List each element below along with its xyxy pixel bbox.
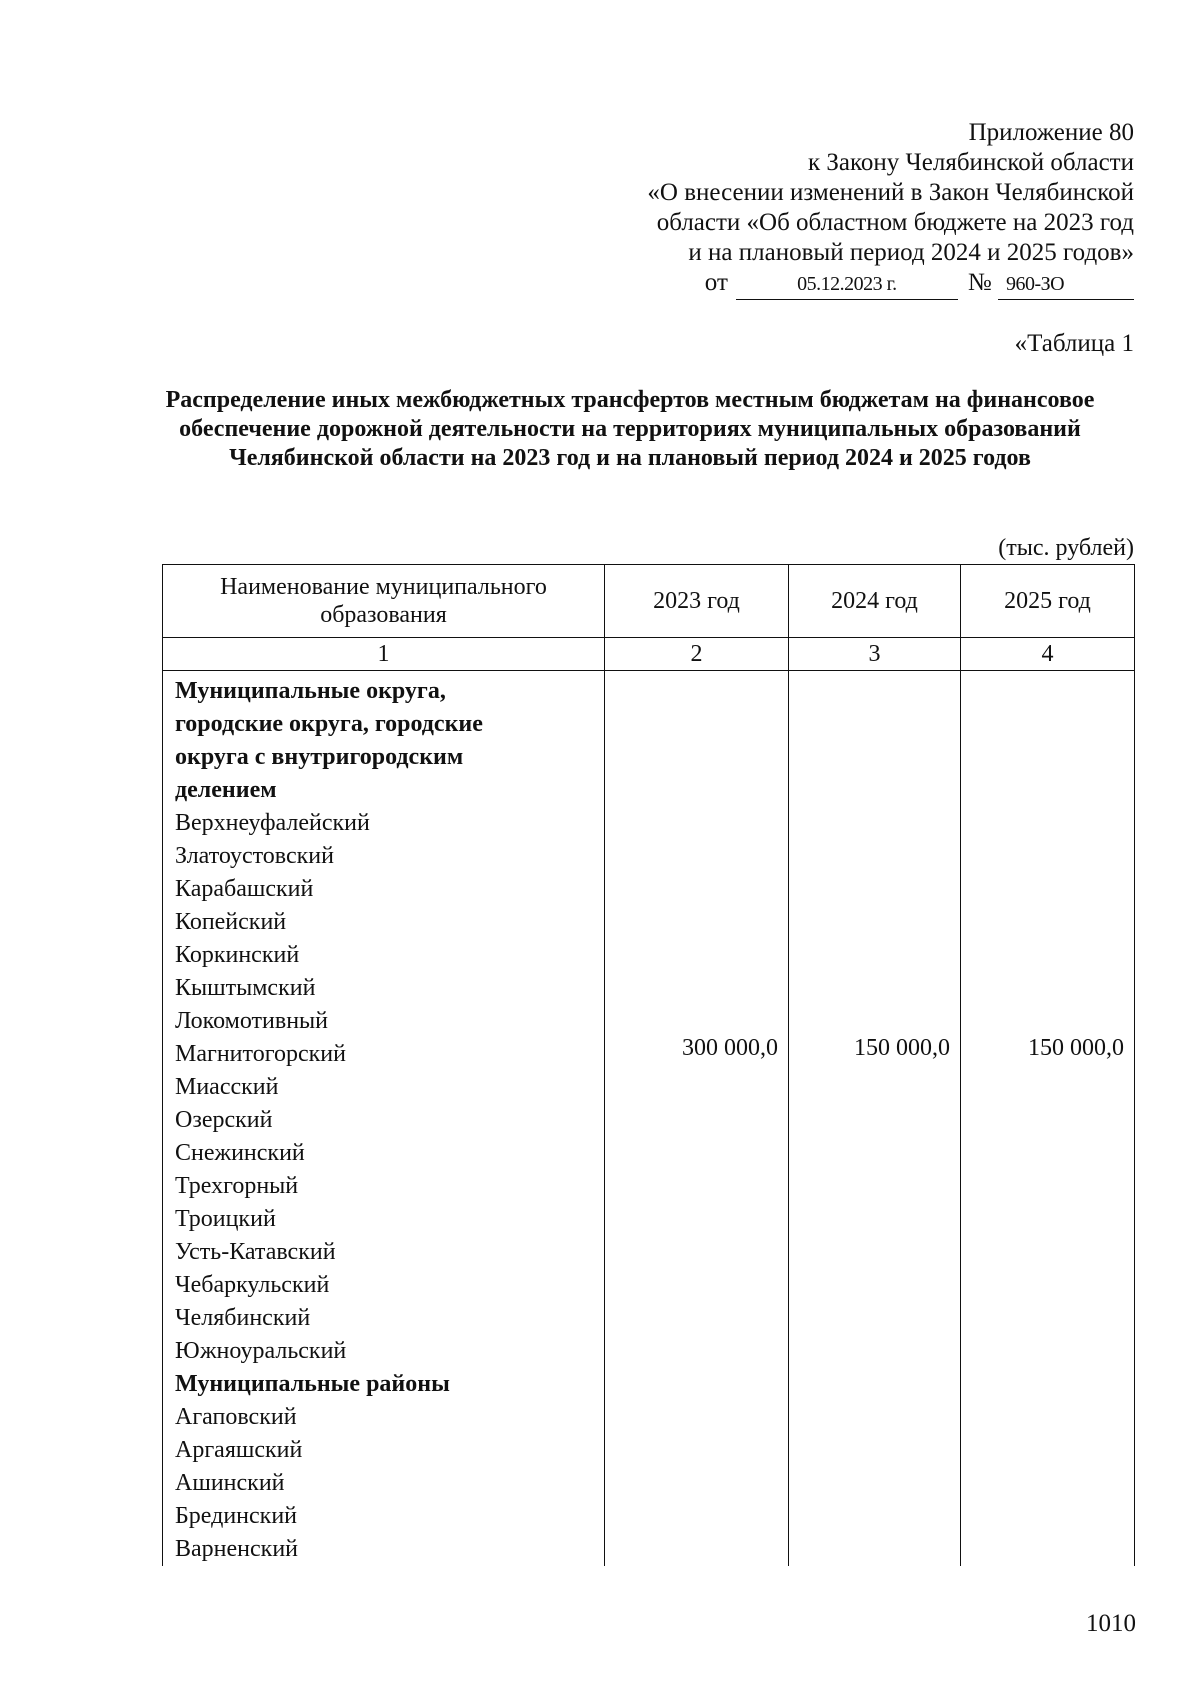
header-2023: 2023 год: [605, 565, 789, 638]
municipality-name: Троицкий: [175, 1206, 276, 1232]
date-label: от: [704, 269, 728, 296]
municipality-name: Челябинский: [175, 1305, 311, 1331]
column-number: 3: [789, 638, 961, 671]
municipality-name: Коркинский: [175, 942, 300, 968]
appendix-header: [574, 118, 1134, 300]
column-number: 2: [605, 638, 789, 671]
transfers-table: [162, 564, 1135, 1566]
header-2025: 2025 год: [961, 565, 1135, 638]
appendix-line-4: области «Об областном бюджете на 2023 год: [656, 209, 1134, 236]
column-number: 1: [163, 638, 605, 671]
amount-2024: 150 000,0: [854, 1035, 950, 1061]
header-municipality: Наименование муниципального образования: [163, 565, 605, 638]
appendix-line-5: и на плановый период 2024 и 2025 годов»: [688, 239, 1134, 266]
municipality-name: Ашинский: [175, 1470, 285, 1496]
amount-2024-cell: [789, 671, 961, 1567]
municipality-name: Магнитогорский: [175, 1041, 346, 1067]
appendix-line-1: Приложение 80: [968, 119, 1134, 146]
table-header-row: [163, 565, 1135, 638]
municipality-name: Южноуральский: [175, 1338, 347, 1364]
page-number: 1010: [1086, 1610, 1136, 1637]
amount-2025: 150 000,0: [1028, 1035, 1124, 1061]
section-heading: округа с внутригородским: [175, 744, 464, 770]
column-number: 4: [961, 638, 1135, 671]
section-heading: Муниципальные районы: [175, 1371, 450, 1397]
municipality-name: Златоустовский: [175, 843, 334, 869]
units-label: (тыс. рублей): [998, 535, 1134, 561]
municipality-name: Брединский: [175, 1503, 298, 1529]
municipality-name: Озерский: [175, 1107, 273, 1133]
municipality-name: Агаповский: [175, 1404, 297, 1430]
municipality-name: Чебаркульский: [175, 1272, 330, 1298]
table-label: «Таблица 1: [1014, 330, 1134, 357]
column-number-row: [163, 638, 1135, 671]
municipality-name: Миасский: [175, 1074, 279, 1100]
law-number: 960-ЗО: [998, 269, 1134, 300]
section-heading: Муниципальные округа,: [175, 678, 446, 704]
municipality-name: Аргаяшский: [175, 1437, 303, 1463]
municipality-names-cell: [163, 671, 605, 1567]
amount-2023-cell: [605, 671, 789, 1567]
municipality-name: Кыштымский: [175, 975, 316, 1001]
amount-2025-cell: [961, 671, 1135, 1567]
section-heading: городские округа, городские: [175, 711, 483, 737]
number-label: №: [967, 269, 992, 296]
municipality-name: Локомотивный: [175, 1008, 329, 1034]
law-signature-line: [574, 268, 1134, 300]
appendix-line-3: «О внесении изменений в Закон Челябинской: [647, 179, 1134, 206]
section-heading: делением: [175, 777, 277, 803]
law-date: 05.12.2023 г.: [736, 269, 958, 300]
municipality-name: Верхнеуфалейский: [175, 810, 370, 836]
amount-2023: 300 000,0: [682, 1035, 778, 1061]
municipality-name: Варненский: [175, 1536, 298, 1562]
table-body-row: [163, 671, 1135, 1567]
municipality-name: Трехгорный: [175, 1173, 299, 1199]
municipality-name: Карабашский: [175, 876, 314, 902]
appendix-line-2: к Закону Челябинской области: [808, 149, 1134, 176]
municipality-name: Усть-Катавский: [175, 1239, 336, 1265]
municipality-name: Снежинский: [175, 1140, 305, 1166]
document-title: Распределение иных межбюджетных трансфертов местным бюджетам на финансовое обеспечение дорожной деятельности на территориях муниципальных образований Челябинской области на 2023 год и на плановый период 2024 и 2025 годов: [165, 387, 1095, 471]
municipality-name: Копейский: [175, 909, 287, 935]
header-2024: 2024 год: [789, 565, 961, 638]
